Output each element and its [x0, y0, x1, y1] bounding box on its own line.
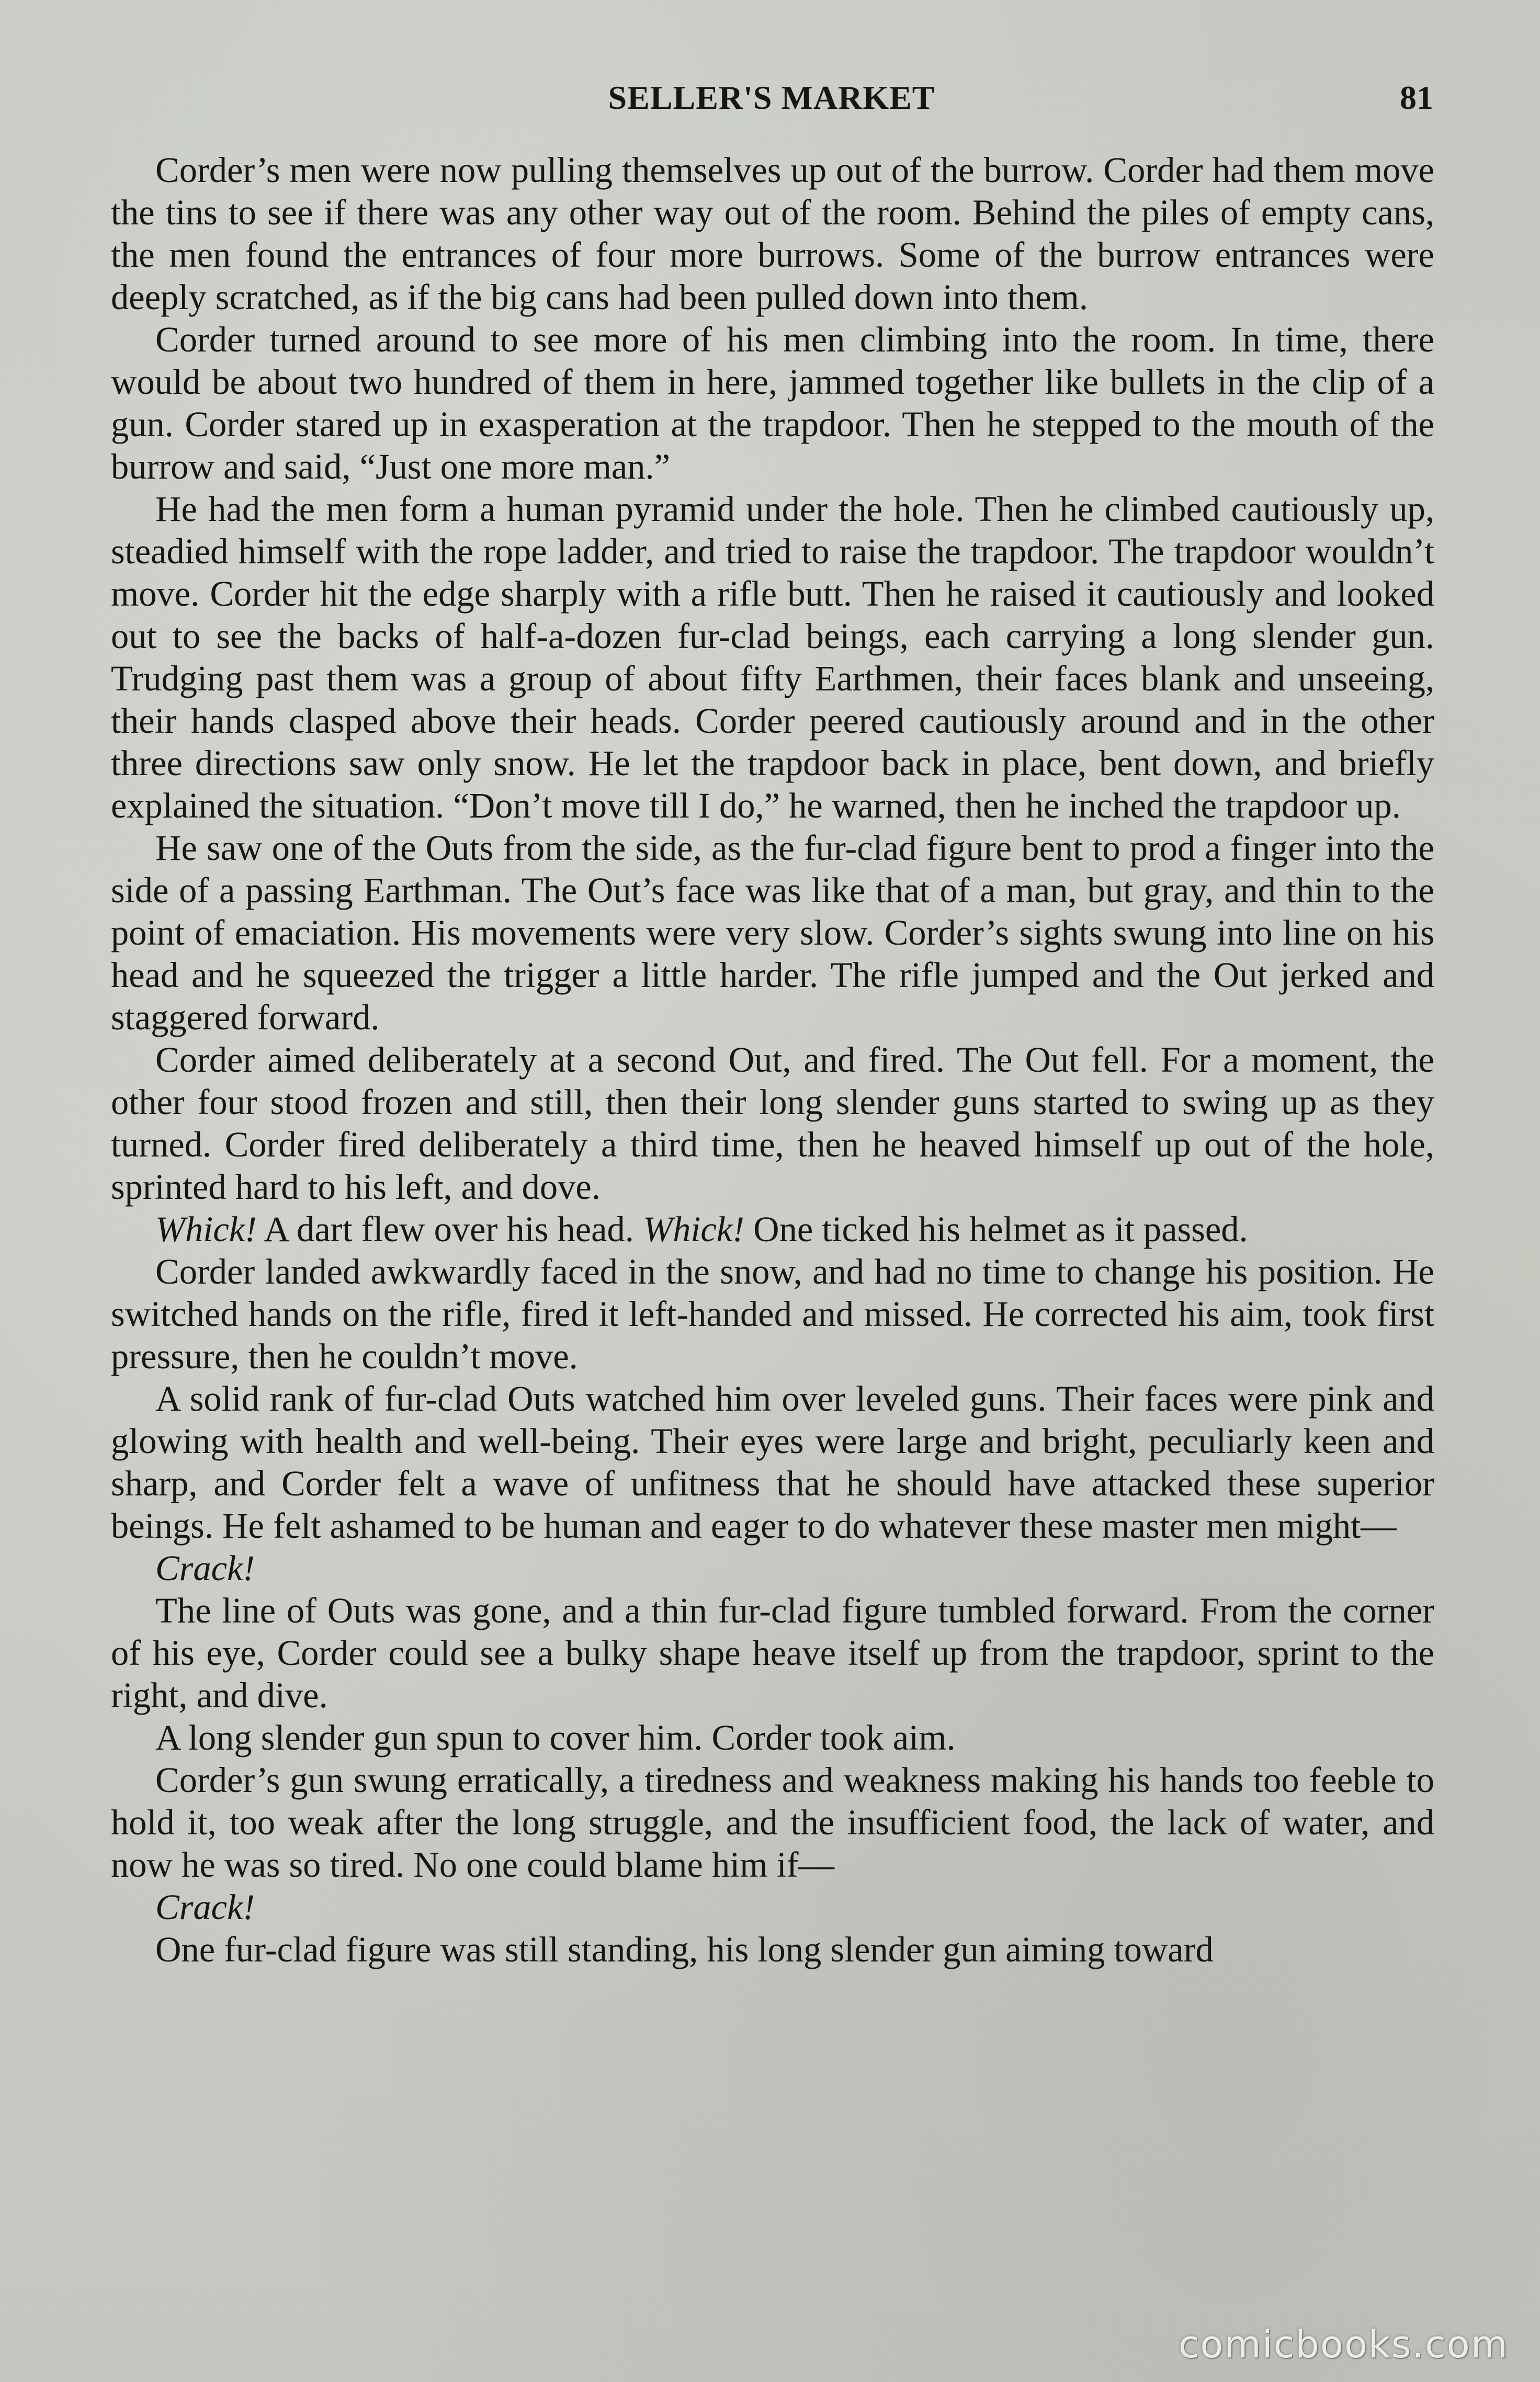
paragraph [111, 1759, 1434, 1886]
paragraph [111, 1929, 1434, 1971]
italic-text: Whick! [643, 1209, 745, 1249]
paragraph [111, 319, 1434, 488]
running-title: SELLER'S MARKET [608, 79, 935, 116]
paragraph [111, 1039, 1434, 1208]
paragraph [111, 827, 1434, 1039]
paragraph [111, 1208, 1434, 1251]
text-run: Corder landed awkwardly faced in the snow, and had no time to change his position. He switched hands on the rifle, fired it left-handed and missed. He corrected his aim, took first pressure, then he couldn’t move. [111, 1252, 1434, 1376]
paragraph [111, 1886, 1434, 1929]
italic-text: Whick! [155, 1209, 257, 1249]
paragraph [111, 1251, 1434, 1378]
text-run: A dart flew over his head. [256, 1209, 643, 1249]
text-run: A long slender gun spun to cover him. Corder took aim. [155, 1718, 956, 1757]
body-text [111, 149, 1434, 1971]
paragraph [111, 149, 1434, 319]
watermark: comicbooks.com [1178, 2322, 1509, 2366]
text-run: He had the men form a human pyramid under the hole. Then he climbed cautiously up, steadied himself with the rope ladder, and tried to raise the trapdoor. The trapdoor wouldn’t move. Corder hit the edge sharply with a rifle butt. Then he raised it cautiously and looked out to see the backs of half-a-dozen fur-clad beings, each carrying a long slender gun. Trudging past them was a group of about fifty Earthmen, their faces blank and unseeing, their hands clasped above their heads. Corder peered cautiously around and in the other three directions saw only snow. He let the trapdoor back in place, bent down, and briefly explained the situation. “Don’t move till I do,” he warned, then he inched the trapdoor up. [111, 489, 1434, 825]
text-run: Corder aimed deliberately at a second Out, and fired. The Out fell. For a moment, the other four stood frozen and still, then their long slender guns started to swing up as they turned. Corder fired deliberately a third time, then he heaved himself up out of the hole, sprinted hard to his left, and dove. [111, 1040, 1434, 1207]
text-run: Corder’s gun swung erratically, a tiredness and weakness making his hands too feeble to hold it, too weak after the long struggle, and the insufficient food, the lack of water, and now he was so tired. No one could blame him if— [111, 1760, 1434, 1885]
paragraph [111, 1378, 1434, 1547]
running-head [110, 78, 1433, 131]
text-run: Corder turned around to see more of his men climbing into the room. In time, there would be about two hundred of them in here, jammed together like bullets in the clip of a gun. Corder stared up in exasperation at the trapdoor. Then he stepped to the mouth of the burrow and said, “Just one more man.” [111, 320, 1434, 486]
text-run: He saw one of the Outs from the side, as the fur-clad figure bent to prod a finger into the side of a passing Earthman. The Out’s face was like that of a man, but gray, and thin to the point of emaciation. His movements were very slow. Corder’s sights swung into line on his head and he squeezed the trigger a little harder. The rifle jumped and the Out jerked and staggered forward. [111, 828, 1434, 1037]
text-run: The line of Outs was gone, and a thin fur-clad figure tumbled forward. From the corner of his eye, Corder could see a bulky shape heave itself up from the trapdoor, sprint to the right, and dive. [111, 1591, 1434, 1715]
text-run: Corder’s men were now pulling themselves up out of the burrow. Corder had them move the tins to see if there was any other way out of the room. Behind the piles of empty cans, the men found the entrances of four more burrows. Some of the burrow entrances were deeply scratched, as if the big cans had been pulled down into them. [111, 150, 1434, 317]
text-run: A solid rank of fur-clad Outs watched him over leveled guns. Their faces were pink and glowing with health and well-being. Their eyes were large and bright, peculiarly keen and sharp, and Corder felt a wave of unfitness that he should have attacked these superior beings. He felt ashamed to be human and eager to do whatever these master men might— [111, 1379, 1434, 1546]
text-run: One ticked his helmet as it passed. [744, 1209, 1248, 1249]
text-run: One fur-clad figure was still standing, his long slender gun aiming toward [155, 1930, 1214, 1969]
paragraph [111, 1590, 1434, 1717]
page-number: 81 [1400, 79, 1433, 116]
paragraph [111, 1717, 1434, 1759]
paragraph [111, 1547, 1434, 1590]
italic-text: Crack! [155, 1548, 255, 1588]
paragraph [111, 488, 1434, 827]
italic-text: Crack! [155, 1887, 255, 1927]
